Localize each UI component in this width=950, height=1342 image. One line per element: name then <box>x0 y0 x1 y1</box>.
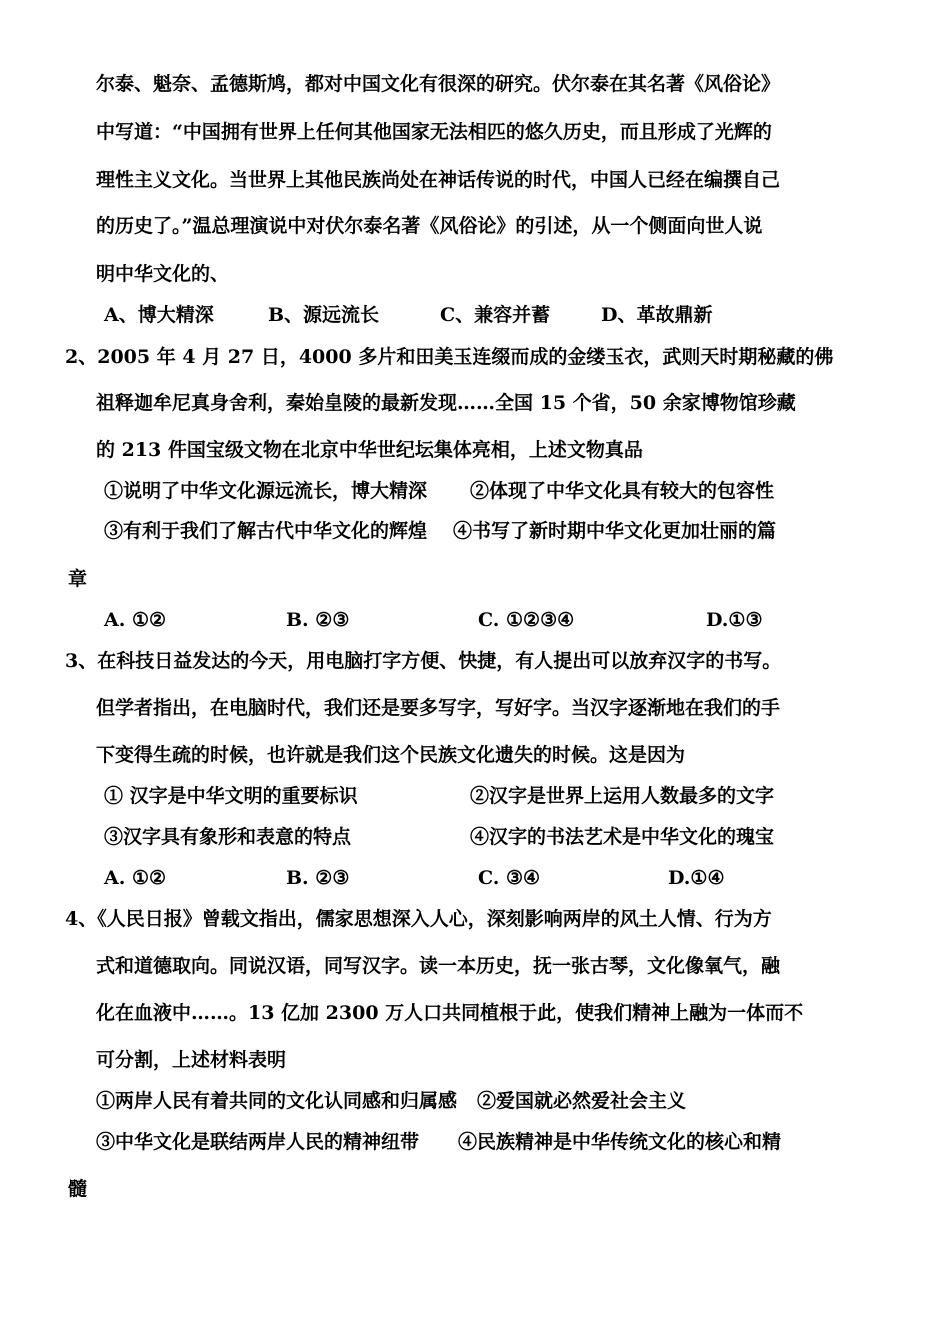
q2-option-c: C. ①②③④ <box>478 609 575 631</box>
q4-statement-4: ④民族精神是中华传统文化的核心和精 <box>458 1131 782 1153</box>
q3-line-1: 3、在科技日益发达的今天，用电脑打字方便、快捷，有人提出可以放弃汉字的书写。 <box>65 650 782 672</box>
q3-option-b: B. ②③ <box>286 867 350 889</box>
q4-statement-3: ③中华文化是联结两岸人民的精神纽带 <box>96 1131 420 1153</box>
q3-option-c: C. ③④ <box>478 867 541 889</box>
q3-statement-4: ④汉字的书法艺术是中华文化的瑰宝 <box>470 826 775 848</box>
q2-option-b: B. ②③ <box>286 609 350 631</box>
q4-statement-4-wrap: 髓 <box>68 1178 88 1200</box>
q4-line-1: 4、《人民日报》曾载文指出，儒家思想深入人心，深刻影响两岸的风土人情、行为方 <box>65 908 772 930</box>
q4-line-4: 可分割，上述材料表明 <box>96 1049 287 1071</box>
q4-line-2: 式和道德取向。同说汉语，同写汉字。读一本历史，抚一张古琴，文化像氧气，融 <box>96 955 781 977</box>
q1-option-a: A、博大精深 <box>104 304 214 326</box>
q3-line-3: 下变得生疏的时候，也许就是我们这个民族文化遗失的时候。这是因为 <box>96 744 686 766</box>
q1-line-1: 尔泰、魁奈、孟德斯鸠，都对中国文化有很深的研究。伏尔泰在其名著《风俗论》 <box>96 73 781 95</box>
q2-statement-4-wrap: 章 <box>68 568 88 590</box>
q3-option-d: D.①④ <box>668 867 725 889</box>
q3-statement-1: ① 汉字是中华文明的重要标识 <box>104 785 358 807</box>
q1-option-b: B、源远流长 <box>268 304 380 326</box>
q1-option-c: C、兼容并蓄 <box>440 304 551 326</box>
q2-line-3: 的 213 件国宝级文物在北京中华世纪坛集体亮相，上述文物真品 <box>96 439 643 461</box>
q1-line-4: 的历史了。”温总理演说中对伏尔泰名著《风俗论》的引述，从一个侧面向世人说 <box>96 215 763 237</box>
q3-statement-2: ②汉字是世界上运用人数最多的文字 <box>470 785 775 807</box>
q2-line-1: 2、2005 年 4 月 27 日，4000 多片和田美玉连缀而成的金缕玉衣，武则天时期秘藏的佛 <box>65 346 834 368</box>
q2-line-2: 祖释迦牟尼真身舍利，秦始皇陵的最新发现……全国 15 个省，50 余家博物馆珍藏 <box>96 392 796 414</box>
q2-statement-2: ②体现了中华文化具有较大的包容性 <box>470 480 775 502</box>
q1-line-3: 理性主义文化。当世界上其他民族尚处在神话传说的时代，中国人已经在编撰自己 <box>96 169 781 191</box>
q2-statement-3: ③有利于我们了解古代中华文化的辉煌 <box>104 520 428 542</box>
q2-option-d: D.①③ <box>706 609 763 631</box>
q1-line-5: 明中华文化的、 <box>96 263 230 285</box>
q2-option-a: A. ①② <box>104 609 167 631</box>
q2-statement-4: ④书写了新时期中华文化更加壮丽的篇 <box>453 520 777 542</box>
q4-line-3: 化在血液中……。13 亿加 2300 万人口共同植根于此，使我们精神上融为一体而不 <box>96 1002 804 1024</box>
q3-statement-3: ③汉字具有象形和表意的特点 <box>104 826 352 848</box>
q1-line-2: 中写道：“中国拥有世界上任何其他国家无法相匹的悠久历史，而且形成了光辉的 <box>96 121 772 143</box>
q4-statement-2: ②爱国就必然爱社会主义 <box>477 1090 687 1112</box>
q3-option-a: A. ①② <box>104 867 167 889</box>
q2-statement-1: ①说明了中华文化源远流长，博大精深 <box>104 480 428 502</box>
q1-option-d: D、革故鼎新 <box>601 304 713 326</box>
q3-line-2: 但学者指出，在电脑时代，我们还是要多写字，写好字。当汉字逐渐地在我们的手 <box>96 697 781 719</box>
q4-statement-1: ①两岸人民有着共同的文化认同感和归属感 <box>96 1090 458 1112</box>
